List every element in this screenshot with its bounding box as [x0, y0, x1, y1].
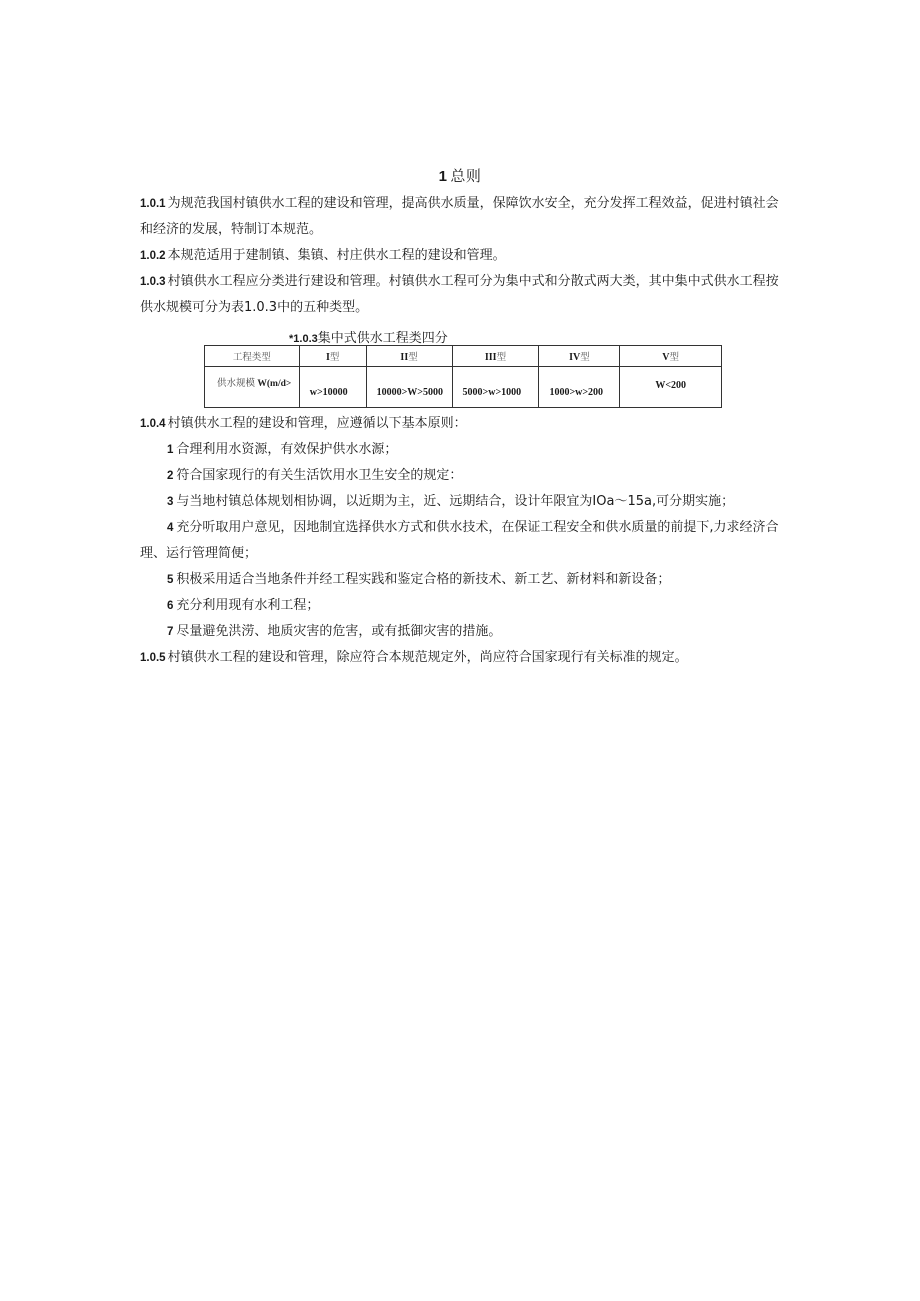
header-cell-type: 工程类型 [205, 346, 300, 367]
header-cell-type-3: III型 [452, 346, 539, 367]
value-cell-3: 5000>w>1000 [452, 367, 539, 408]
principle-item: 4 充分听取用户意见，因地制宜选择供水方式和供水技术，在保证工程安全和供水质量的前提下,力求经济合理、运行管理简便； [140, 520, 779, 561]
header-cell-type-5: V型 [620, 346, 722, 367]
table-row [205, 367, 722, 408]
clause-1-0-3 [140, 269, 785, 321]
supply-type-table [204, 345, 722, 408]
clause-text: 为规范我国村镇供水工程的建设和管理，提高供水质量，保障饮水安全，充分发挥工程效益，促进村镇社会和经济的发展，特制订本规范。 [140, 196, 779, 237]
clause-text: 村镇供水工程应分类进行建设和管理。村镇供水工程可分为集中式和分散式两大类，其中集中式供水工程按供水规模可分为表1.0.3中的五种类型。 [140, 274, 779, 315]
clause-1-0-4 [140, 411, 785, 437]
value-cell-1: w>10000 [299, 367, 366, 408]
principle-item: 6 充分利用现有水利工程； [167, 598, 320, 613]
clause-number: 1.0.4 [140, 418, 166, 430]
principle-item: 1 合理利用水资源，有效保护供水水源； [167, 442, 398, 457]
table-caption-number: *1.0.3 [289, 333, 318, 345]
header-cell-type-4: IV型 [539, 346, 620, 367]
table-caption-text: 集中式供水工程类四分 [317, 331, 448, 346]
clause-number: 1.0.2 [140, 250, 166, 262]
clause-number: 1.0.5 [140, 652, 166, 664]
chapter-number: 1 [438, 168, 448, 185]
value-cell-2: 10000>W>5000 [366, 367, 452, 408]
clause-number: 1.0.3 [140, 276, 166, 288]
row-label-cell: 供水规模 W(m/d> [205, 367, 300, 408]
table-caption [289, 327, 448, 346]
principle-item: 7 尽量避免洪涝、地质灾害的危害，或有抵御灾害的措施。 [167, 624, 502, 639]
header-cell-type-1: I型 [299, 346, 366, 367]
clause-text: 本规范适用于建制镇、集镇、村庄供水工程的建设和管理。 [167, 248, 506, 263]
clause-text: 村镇供水工程的建设和管理，除应符合本规范规定外，尚应符合国家现行有关标准的规定。 [167, 650, 688, 665]
chapter-title-text: 总则 [450, 167, 482, 185]
clause-1-0-1 [140, 191, 785, 243]
principle-item: 5 积极采用适合当地条件并经工程实践和鉴定合格的新技术、新工艺、新材料和新设备； [167, 572, 671, 587]
chapter-title [0, 165, 920, 186]
clause-1-0-5 [140, 645, 785, 671]
clause-number: 1.0.1 [140, 198, 166, 210]
clause-1-0-2 [140, 243, 785, 269]
value-cell-5: W<200 [620, 367, 722, 408]
principle-item: 3 与当地村镇总体规划相协调，以近期为主，近、远期结合，设计年限宜为IOa～15a,可分期实施； [167, 494, 735, 509]
principle-item: 2 符合国家现行的有关生活饮用水卫生安全的规定： [167, 468, 463, 483]
clause-text: 村镇供水工程的建设和管理，应遵循以下基本原则： [167, 416, 467, 431]
header-cell-type-2: II型 [366, 346, 452, 367]
table-header-row [205, 346, 722, 367]
value-cell-4: 1000>w>200 [539, 367, 620, 408]
